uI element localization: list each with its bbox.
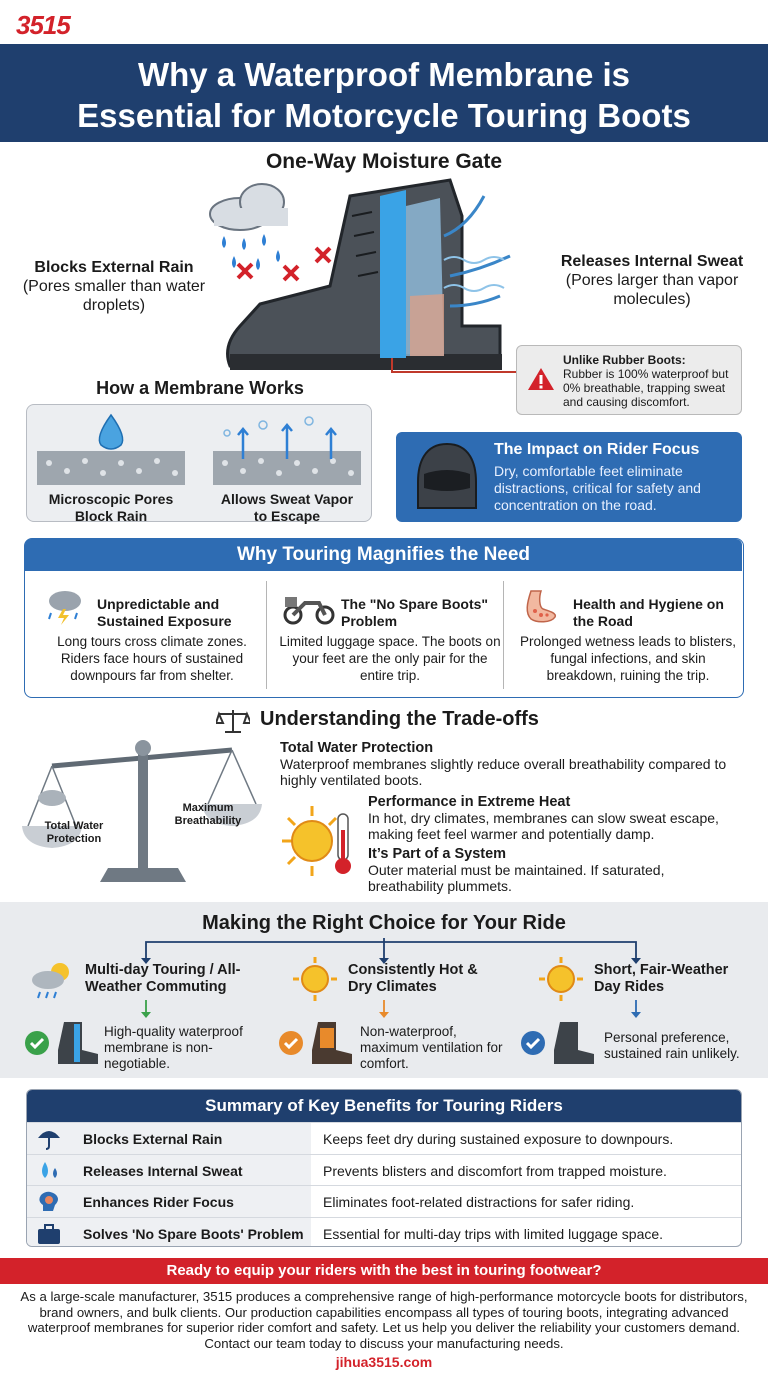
- exposure-column: [33, 581, 269, 691]
- tradeoff-heat-heading: Performance in Extreme Heat: [368, 794, 571, 810]
- touring-section: [24, 538, 744, 698]
- weather-sun-rain-icon: [30, 960, 76, 1002]
- vapor-escape-panel: [213, 411, 361, 524]
- warning-body: Rubber is 100% waterproof but 0% breathable, trapping sweat and causing discomfort.: [563, 367, 729, 409]
- choice-hot-body: Non-waterproof, maximum ventilation for comfort.: [360, 1024, 503, 1071]
- membrane-diagram: [26, 404, 372, 522]
- droplets-icon: [37, 1160, 61, 1182]
- summary-table: [26, 1089, 742, 1247]
- summary-title: Summary of Key Benefits for Touring Riders: [27, 1090, 741, 1122]
- pores-block-label: Microscopic Pores Block Rain: [48, 491, 174, 524]
- table-row: [27, 1217, 741, 1248]
- gate-title: One-Way Moisture Gate: [265, 150, 503, 173]
- motorcycle-icon: [283, 589, 335, 625]
- exposure-body: Long tours cross climate zones. Riders face hours of sustained downpours far from shelter.: [57, 634, 247, 683]
- summary-value: Keeps feet dry during sustained exposure to downpours.: [323, 1131, 674, 1147]
- tradeoff-item-heat: [368, 794, 738, 842]
- luggage-icon: [37, 1223, 61, 1245]
- spare-boots-body: Limited luggage space. The boots on your feet are the only pair for the entire trip.: [279, 634, 501, 683]
- foot-icon: [521, 587, 561, 625]
- choice-fair-heading: Short, Fair-Weather Day Rides: [594, 962, 729, 995]
- summary-value: Eliminates foot-related distractions for safer riding.: [323, 1194, 635, 1210]
- vented-boot-icon: [308, 1020, 354, 1066]
- helmet-icon: [412, 438, 482, 516]
- brand-logo[interactable]: 3515: [16, 10, 70, 40]
- choice-touring-heading: Multi-day Touring / All-Weather Commuting: [85, 962, 241, 995]
- choice-section: [0, 902, 768, 1078]
- vapor-escape-illustration: [213, 411, 361, 487]
- tradeoff-system-heading: It’s Part of a System: [368, 846, 507, 862]
- tradeoff-water-heading: Total Water Protection: [280, 740, 434, 756]
- hygiene-body: Prolonged wetness leads to blisters, fungal infections, and skin breakdown, ruining the trip.: [519, 634, 737, 683]
- summary-key: Releases Internal Sweat: [83, 1162, 243, 1179]
- hygiene-column: [509, 581, 745, 691]
- rider-focus-title: The Impact on Rider Focus: [494, 441, 700, 458]
- cta-banner[interactable]: Ready to equip your riders with the best in touring footwear?: [0, 1258, 768, 1284]
- boot-illustration: [200, 176, 530, 386]
- column-divider: [503, 581, 504, 689]
- touring-title: Why Touring Magnifies the Need: [25, 539, 742, 571]
- tradeoffs-title: Understanding the Trade-offs: [260, 708, 539, 730]
- releases-sweat-body: (Pores larger than vapor molecules): [565, 272, 739, 308]
- tradeoff-water-body: Waterproof membranes slightly reduce overall breathability compared to highly ventilated boots.: [280, 756, 727, 788]
- tradeoff-item-system: [368, 846, 738, 894]
- hygiene-heading: Health and Hygiene on the Road: [573, 596, 724, 629]
- tradeoff-item-water: [280, 740, 740, 788]
- pores-block-rain-illustration: [37, 411, 185, 487]
- spare-boots-column: [271, 581, 507, 691]
- blocks-rain-heading: Blocks External Rain: [34, 259, 194, 276]
- scale-left-label: Total Water Protection: [44, 820, 104, 845]
- sun-thermometer-icon: [282, 804, 360, 880]
- blocks-rain-callout: [14, 258, 214, 315]
- warning-icon: [527, 366, 555, 392]
- tradeoff-heat-body: In hot, dry climates, membranes can slow sweat escape, making feet feel warmer and potentially damp.: [368, 810, 719, 842]
- hot-sun-icon: [292, 956, 338, 1002]
- table-row: [27, 1154, 741, 1186]
- summary-value: Essential for multi-day trips with limited luggage space.: [323, 1225, 664, 1242]
- website-link[interactable]: jihua3515.com: [335, 1354, 433, 1370]
- water-cloud-icon: [38, 790, 66, 806]
- balance-scale-icon: [216, 708, 250, 734]
- column-divider: [266, 581, 267, 689]
- pores-block-panel: [37, 411, 185, 524]
- waterproof-boot-icon: [54, 1020, 100, 1066]
- vapor-escape-label: Allows Sweat Vapor to Escape: [220, 491, 354, 524]
- rider-focus-card: [396, 432, 742, 522]
- rain-cloud-icon: [210, 184, 288, 230]
- table-row: [27, 1122, 741, 1154]
- check-icon: [278, 1030, 304, 1056]
- choice-touring-body: High-quality waterproof membrane is non-negotiable.: [104, 1024, 243, 1071]
- check-icon: [24, 1030, 50, 1056]
- how-title: How a Membrane Works: [96, 378, 304, 398]
- summary-key: Enhances Rider Focus: [83, 1194, 234, 1210]
- title-line-2: Essential for Motorcycle Touring Boots: [77, 97, 691, 134]
- releases-sweat-callout: [552, 252, 752, 309]
- umbrella-icon: [37, 1128, 61, 1150]
- hero-banner: [0, 44, 768, 142]
- scale-right-label: Maximum Breathability: [174, 802, 242, 827]
- blocks-rain-body: (Pores smaller than water droplets): [22, 278, 206, 314]
- warning-heading: Unlike Rubber Boots:: [563, 353, 686, 367]
- summary-value: Prevents blisters and discomfort from trapped moisture.: [323, 1162, 667, 1179]
- rubber-boots-warning: [516, 345, 742, 415]
- releases-sweat-heading: Releases Internal Sweat: [560, 253, 744, 270]
- exposure-heading: Unpredictable and Sustained Exposure: [97, 596, 232, 629]
- warning-text: [563, 353, 739, 409]
- brain-icon: [37, 1191, 61, 1213]
- tradeoff-system-body: Outer material must be maintained. If saturated, breathability plummets.: [368, 862, 665, 894]
- rider-focus-body: Dry, comfortable feet eliminate distractions, critical for safety and concentration on the road.: [494, 463, 701, 513]
- casual-boot-icon: [550, 1020, 596, 1066]
- storm-cloud-icon: [45, 589, 85, 625]
- page-title: [0, 44, 768, 136]
- footer-text: As a large-scale manufacturer, 3515 produces a comprehensive range of high-performance motorcycle boots for distributors, brand owners, and bulk clients. Our production capabilities encompass all types of touring boots, integrating advanced waterproof membranes for superior rider comfort and safety. Let us help you deliver the reliability your customers demand. Contact our team today to discuss your manufacturing needs.: [20, 1289, 748, 1351]
- fair-weather-sun-icon: [538, 956, 584, 1002]
- choice-fair-body: Personal preference, sustained rain unlikely.: [604, 1030, 740, 1061]
- choice-hot-heading: Consistently Hot & Dry Climates: [348, 962, 478, 995]
- table-row: [27, 1185, 741, 1217]
- summary-key: Solves 'No Spare Boots' Problem: [83, 1225, 304, 1242]
- spare-boots-heading: The "No Spare Boots" Problem: [341, 596, 489, 629]
- check-icon: [520, 1030, 546, 1056]
- summary-key: Blocks External Rain: [83, 1131, 223, 1147]
- title-line-1: Why a Waterproof Membrane is: [137, 56, 631, 93]
- choice-title: Making the Right Choice for Your Ride: [202, 912, 566, 934]
